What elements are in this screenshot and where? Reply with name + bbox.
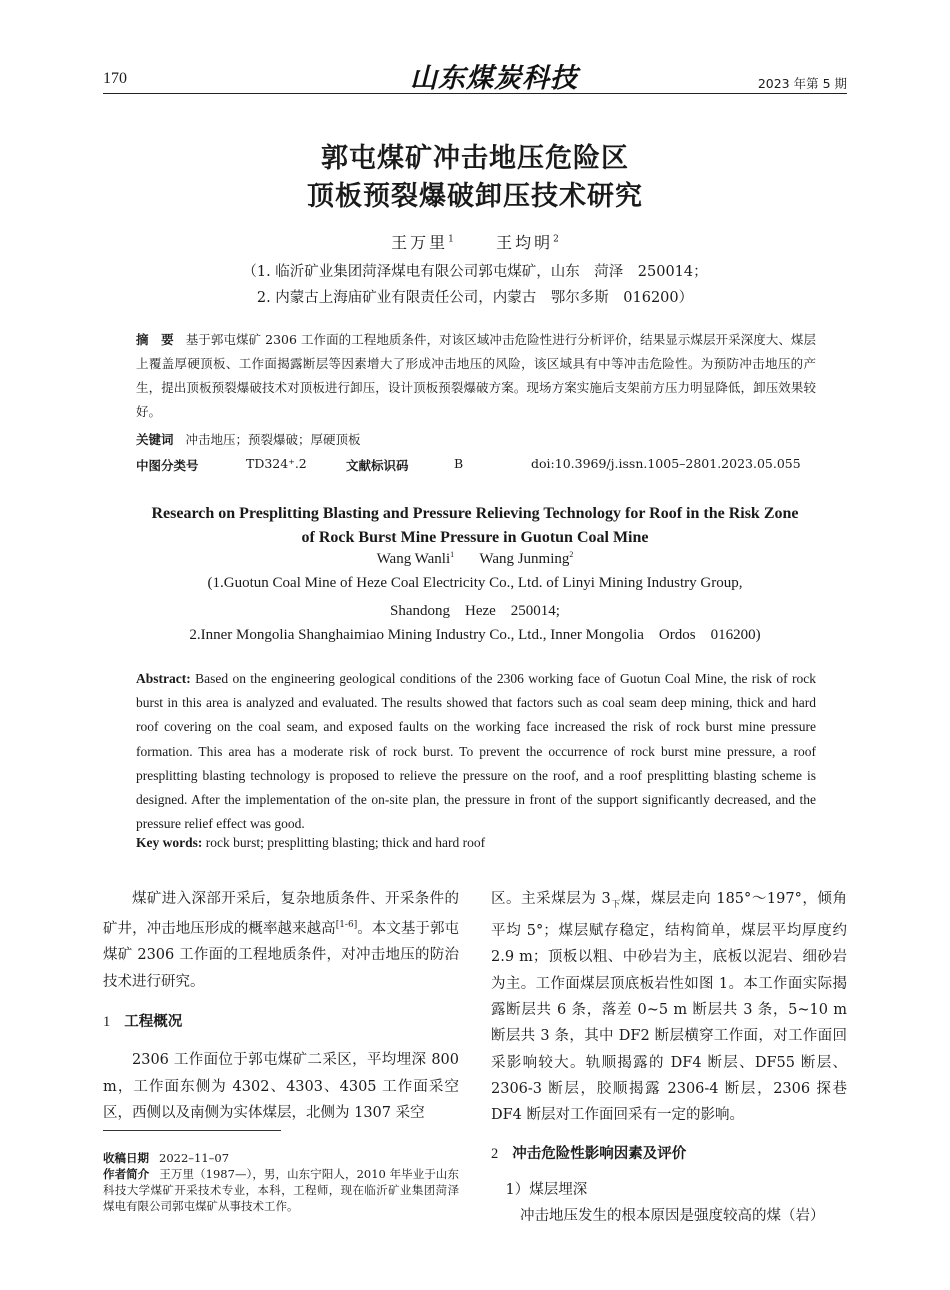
- affiliation-en-2: Shandong Heze 250014;: [390, 603, 560, 619]
- title-en-line2: of Rock Burst Mine Pressure in Guotun Coal Mine: [301, 529, 649, 546]
- author-cn-2-sup: 2: [553, 234, 559, 245]
- title-cn-line2: 顶板预裂爆破卸压技术研究: [307, 181, 643, 212]
- footnote-rule: [103, 1130, 281, 1131]
- bio-label: 作者简介: [103, 1167, 150, 1181]
- subsection-1-heading: 1）煤层埋深: [505, 1181, 588, 1198]
- body-right-column: [491, 886, 847, 1229]
- header-rule: [103, 93, 847, 94]
- bio-text: 王万里（1987—），男，山东宁阳人，2010 年毕业于山东科技大学煤矿开采技术专业，本科，工程师，现在临沂矿业集团菏泽煤电有限公司郭屯煤矿从事技术工作。: [103, 1167, 460, 1213]
- right-paragraph: [491, 886, 847, 1129]
- footnote-bio: [103, 1166, 459, 1214]
- subsection-1-paragraph: 冲击地压发生的根本原因是强度较高的煤（岩）: [520, 1208, 825, 1225]
- body-left-column: [103, 886, 459, 1126]
- author-en-1: Wang Wanli: [376, 551, 451, 567]
- affiliation-en-1: (1.Guotun Coal Mine of Heze Coal Electricity Co., Ltd. of Linyi Mining Industry Group,: [207, 575, 743, 591]
- title-en-line1: Research on Presplitting Blasting and Pressure Relieving Technology for Roof in the Risk Zone: [151, 505, 799, 522]
- author-en-2: Wang Junming: [479, 551, 570, 567]
- page-number: 170: [103, 70, 127, 87]
- keywords-cn-text: 冲击地压；预裂爆破；厚硬顶板: [185, 432, 361, 447]
- authors-cn: [0, 230, 950, 253]
- seam-subscript: 下: [610, 899, 621, 910]
- authors-en: [0, 550, 950, 568]
- section-2-heading: [491, 1141, 847, 1167]
- section-1-paragraph: 2306 工作面位于郭屯煤矿二采区，平均埋深 800 m，工作面东侧为 4302、4303、4305 工作面采空区，西侧以及南侧为实体煤层，北侧为 1307 采空: [103, 1052, 459, 1121]
- title-cn-line1: 郭屯煤矿冲击地压危险区: [321, 143, 629, 174]
- author-en-1-sup: 1: [450, 550, 455, 559]
- section-2-number: 2: [491, 1145, 499, 1162]
- author-cn-1-sup: 1: [448, 234, 454, 245]
- abstract-en-label: Abstract:: [136, 671, 191, 686]
- keywords-en-label: Key words:: [136, 835, 203, 850]
- citation-ref[interactable]: [1-6]: [335, 920, 358, 931]
- section-1-heading: [103, 1009, 459, 1035]
- clc-value: TD324⁺.2: [246, 456, 307, 471]
- author-cn-1: 王万里: [391, 233, 449, 252]
- doc-code-label: 文献标识码: [346, 458, 409, 473]
- section-1-title: 工程概况: [124, 1014, 183, 1031]
- intro-text-a: 煤矿进入深部开采后，复杂地质条件、开采条件的矿井，冲击地压形成的概率越来越高: [103, 891, 459, 938]
- right-text-b: 煤，煤层走向 185°～197°，倾角平均 5°；煤层赋存稳定，结构简单，煤层平均厚度约 2.9 m；顶板以粗、中砂岩为主，底板以泥岩、细砂岩为主。工作面煤层顶底板岩性如图 1。本工作面实际揭露断层共 6 条，落差 0~5 m 断层共 3 条，5~10 m 断层共 3 条，其中 DF2 断层横穿工作面，对工作面回采影响较大。轨顺揭露的 DF4 断层、DF55 断层、2306-3 断层，胶顺揭露 2306-4 断层，2306 探巷 DF4 断层对工作面回采有一定的影响。: [491, 891, 847, 1124]
- section-2-title: 冲击危险性影响因素及评价: [512, 1145, 687, 1162]
- received-date: 2022–11–07: [159, 1151, 230, 1165]
- author-cn-2: 王均明: [496, 233, 554, 252]
- issue-label: 2023 年第 5 期: [757, 76, 847, 91]
- keywords-en-text: rock burst; presplitting blasting; thick and hard roof: [205, 835, 486, 850]
- affiliation-cn-2: 2. 内蒙古上海庙矿业有限责任公司，内蒙古 鄂尔多斯 016200）: [256, 290, 694, 306]
- keywords-en: [136, 835, 485, 851]
- doi[interactable]: doi:10.3969/j.issn.1005–2801.2023.05.055: [531, 456, 801, 471]
- abstract-en-text: Based on the engineering geological conditions of the 2306 working face of Guotun Coal Mine, the risk of rock burst in this area is analyzed and evaluated. The results showed that factors such as coal seam deep mining, thick and hard roof covering on the coal seam, and exposed faults on the working face increased the risk of rock burst mine pressure formation. This area has a moderate risk of rock burst. To prevent the occurrence of rock burst mine pressure, a roof presplitting blasting technology is proposed to relieve the pressure on the roof, and a roof presplitting blasting scheme is designed. After the implementation of the on-site plan, the pressure in front of the support significantly decreased, and the pressure relief effect was good.: [136, 671, 816, 832]
- abstract-cn: [136, 328, 816, 424]
- affiliation-cn-1: （1. 临沂矿业集团菏泽煤电有限公司郭屯煤矿，山东 菏泽 250014；: [242, 264, 708, 280]
- author-en-2-sup: 2: [569, 550, 574, 559]
- keywords-cn: [136, 430, 361, 448]
- intro-text-b: 。本文基于郭屯煤矿 2306 工作面的工程地质条件，对冲击地压的防治技术进行研究。: [103, 921, 460, 990]
- clc-label: 中图分类号: [136, 458, 199, 473]
- footnote-received: [103, 1150, 459, 1166]
- abstract-en: [136, 667, 816, 836]
- abstract-cn-label: 摘 要: [136, 332, 174, 347]
- section-1-number: 1: [103, 1014, 111, 1031]
- affiliation-en-3: 2.Inner Mongolia Shanghaimiao Mining Industry Co., Ltd., Inner Mongolia Ordos 016200): [189, 627, 761, 643]
- doc-code-value: B: [454, 456, 464, 471]
- right-text-a: 区。主采煤层为 3: [491, 891, 611, 907]
- keywords-cn-label: 关键词: [136, 432, 174, 447]
- abstract-cn-text: 基于郭屯煤矿 2306 工作面的工程地质条件，对该区域冲击危险性进行分析评价，结果显示煤层开采深度大、煤层上覆盖厚硬顶板、工作面揭露断层等因素增大了形成冲击地压的风险，该区域具有中等冲击危险性。为预防冲击地压的产生，提出顶板预裂爆破技术对顶板进行卸压，设计顶板预裂爆破方案。现场方案实施后支架前方压力明显降低，卸压效果较好。: [136, 332, 816, 419]
- journal-logo: 山东煤炭科技: [410, 63, 578, 94]
- received-label: 收稿日期: [103, 1151, 149, 1165]
- intro-paragraph: [103, 886, 459, 995]
